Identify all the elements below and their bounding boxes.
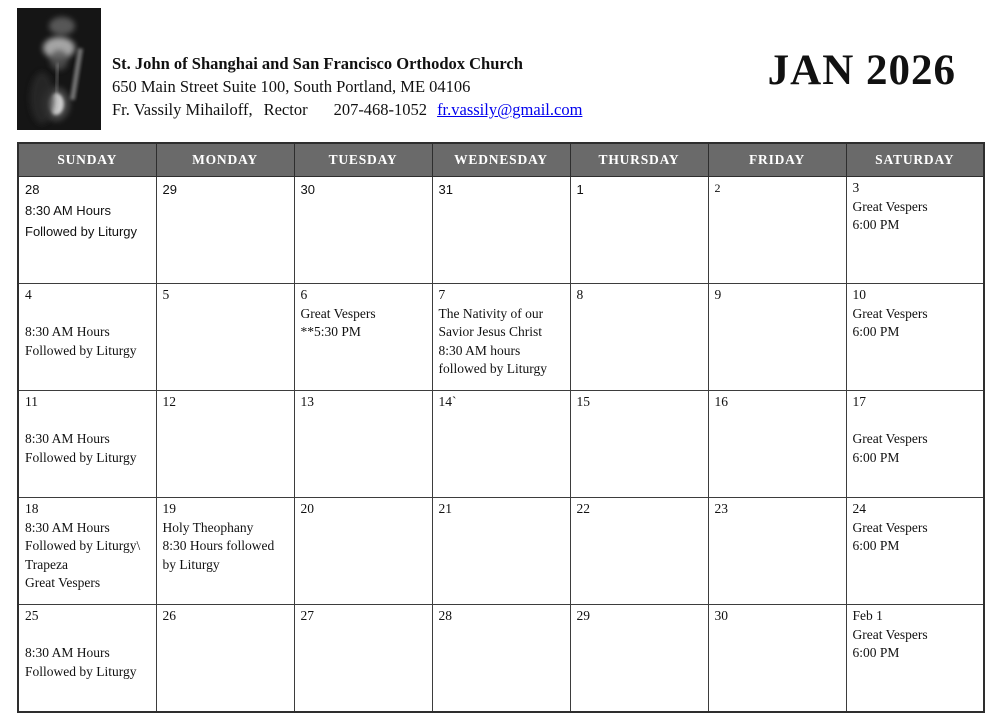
calendar-cell-6	[294, 284, 432, 391]
calendar-cell-20	[294, 498, 432, 605]
cell-event-line: Followed by Liturgy	[25, 342, 137, 358]
cell-event-line: 6:00 PM	[852, 645, 900, 660]
cell-date-number: 14`	[438, 394, 457, 409]
calendar-cell-27	[294, 605, 432, 713]
calendar-cell-14-	[432, 391, 570, 498]
cell-event-line: Followed by Liturgy	[25, 224, 137, 239]
month-title: JAN 2026	[767, 47, 956, 94]
cell-event-line: Followed by Liturgy\	[25, 538, 141, 553]
cell-date-number: 20	[300, 501, 314, 516]
cell-event-line: Trapeza	[25, 556, 68, 572]
calendar-cell-4	[18, 284, 156, 391]
calendar-cell-24	[846, 498, 984, 605]
calendar-cell-feb-1	[846, 605, 984, 713]
cell-event-line: **5:30 PM	[300, 324, 361, 339]
calendar-week-row	[18, 177, 984, 284]
cell-date-number: 18	[25, 501, 39, 516]
calendar-week-row	[18, 391, 984, 498]
cell-event-line: 6:00 PM	[852, 538, 900, 553]
cell-event-line	[25, 305, 152, 324]
cell-event-line: Savior Jesus Christ	[438, 324, 543, 339]
cell-event-line: 8:30 AM Hours	[25, 645, 110, 660]
cell-event-line: Great Vespers	[852, 431, 928, 446]
cell-date-number: 1	[576, 182, 584, 197]
church-info-block	[112, 52, 582, 121]
cell-event-line: 6:00 PM	[852, 217, 900, 232]
calendar-week-row	[18, 284, 984, 391]
weekday-header-sunday: SUNDAY	[18, 143, 156, 177]
cell-event-line: by Liturgy	[162, 556, 220, 572]
calendar-cell-30	[294, 177, 432, 284]
calendar-cell-28	[432, 605, 570, 713]
cell-date-number: Feb 1	[852, 608, 883, 623]
weekday-header-tuesday: TUESDAY	[294, 143, 432, 177]
cell-event-line: 8:30 AM Hours	[25, 203, 111, 218]
weekday-header-saturday: SATURDAY	[846, 143, 984, 177]
calendar-cell-16	[708, 391, 846, 498]
cell-date-number: 25	[25, 608, 39, 623]
calendar-cell-25	[18, 605, 156, 713]
rector-title: Rector	[263, 100, 308, 119]
calendar-weekday-header-row	[18, 143, 984, 177]
calendar-cell-19	[156, 498, 294, 605]
calendar-cell-11	[18, 391, 156, 498]
cell-date-number: 10	[852, 287, 866, 302]
rector-name: Fr. Vassily Mihailoff,	[112, 100, 253, 119]
calendar-cell-17	[846, 391, 984, 498]
calendar-cell-21	[432, 498, 570, 605]
cell-date-number: 21	[438, 501, 452, 516]
cell-date-number: 4	[25, 287, 32, 302]
cell-event-line: Great Vespers	[25, 575, 101, 590]
cell-event-line	[25, 626, 152, 645]
calendar-cell-29	[156, 177, 294, 284]
cell-date-number: 12	[162, 394, 176, 409]
calendar-cell-13	[294, 391, 432, 498]
calendar-cell-26	[156, 605, 294, 713]
cell-event-line: Holy Theophany	[162, 519, 254, 535]
calendar-cell-30	[708, 605, 846, 713]
cell-event-line: Great Vespers	[852, 198, 928, 214]
calendar-cell-23	[708, 498, 846, 605]
cell-event-line: 8:30 AM Hours	[25, 431, 110, 446]
cell-event-line: Great Vespers	[852, 626, 928, 642]
cell-event-line: 6:00 PM	[852, 324, 900, 339]
cell-date-number: 2	[714, 181, 721, 195]
calendar-cell-31	[432, 177, 570, 284]
cell-date-number: 19	[162, 501, 176, 516]
rector-email-link[interactable]: fr.vassily@gmail.com	[437, 100, 583, 119]
weekday-header-friday: FRIDAY	[708, 143, 846, 177]
cell-date-number: 6	[300, 287, 308, 302]
saint-portrait-image	[17, 8, 101, 130]
weekday-header-wednesday: WEDNESDAY	[432, 143, 570, 177]
cell-date-number: 3	[852, 180, 860, 195]
calendar-cell-7	[432, 284, 570, 391]
weekday-header-monday: MONDAY	[156, 143, 294, 177]
calendar-cell-29	[570, 605, 708, 713]
cell-date-number: 7	[438, 287, 446, 302]
cell-event-line: Followed by Liturgy	[25, 449, 137, 465]
cell-event-line: The Nativity of our	[438, 305, 544, 321]
calendar-week-row	[18, 498, 984, 605]
calendar-cell-9	[708, 284, 846, 391]
cell-event-line	[853, 412, 980, 431]
church-name: St. John of Shanghai and San Francisco Orthodox Church	[112, 54, 523, 73]
calendar-cell-1	[570, 177, 708, 284]
cell-date-number: 30	[714, 608, 728, 623]
cell-event-line: Great Vespers	[852, 305, 928, 321]
calendar-cell-22	[570, 498, 708, 605]
calendar-cell-8	[570, 284, 708, 391]
cell-date-number: 26	[162, 608, 176, 623]
weekday-header-thursday: THURSDAY	[570, 143, 708, 177]
cell-date-number: 8	[576, 287, 584, 302]
cell-date-number: 30	[300, 182, 315, 197]
cell-event-line: 8:30 Hours followed	[162, 538, 275, 553]
cell-date-number: 28	[438, 608, 452, 623]
cell-date-number: 24	[852, 501, 866, 516]
cell-date-number: 29	[576, 608, 590, 623]
cell-event-line: Great Vespers	[852, 519, 928, 535]
rector-phone: 207-468-1052	[333, 100, 428, 119]
cell-date-number: 16	[714, 394, 728, 409]
calendar-table	[17, 142, 985, 713]
cell-event-line: 6:00 PM	[852, 449, 900, 465]
cell-date-number: 17	[852, 394, 866, 409]
cell-date-number: 28	[25, 182, 40, 197]
cell-date-number: 11	[25, 394, 38, 409]
cell-date-number: 29	[162, 182, 177, 197]
cell-event-line: 8:30 AM Hours	[25, 519, 110, 535]
saint-portrait-photo	[17, 8, 101, 130]
cell-event-line: followed by Liturgy	[438, 361, 547, 376]
church-address: 650 Main Street Suite 100, South Portland, ME 04106	[112, 77, 471, 96]
cell-event-line: 8:30 AM hours	[438, 342, 521, 358]
calendar-week-row	[18, 605, 984, 713]
cell-date-number: 5	[162, 287, 170, 302]
calendar-cell-15	[570, 391, 708, 498]
calendar-cell-5	[156, 284, 294, 391]
cell-date-number: 27	[300, 608, 314, 623]
cell-date-number: 23	[714, 501, 728, 516]
calendar-cell-18	[18, 498, 156, 605]
calendar-cell-2	[708, 177, 846, 284]
cell-date-number: 9	[714, 287, 722, 302]
calendar-cell-3	[846, 177, 984, 284]
cell-event-line: 8:30 AM Hours	[25, 324, 110, 339]
cell-date-number: 15	[576, 394, 590, 409]
cell-event-line	[25, 412, 152, 431]
cell-event-line: Followed by Liturgy	[25, 663, 137, 679]
cell-event-line: Great Vespers	[300, 305, 376, 321]
calendar-cell-10	[846, 284, 984, 391]
calendar-cell-12	[156, 391, 294, 498]
rector-contact-line	[112, 98, 582, 121]
calendar-cell-28	[18, 177, 156, 284]
cell-date-number: 13	[300, 394, 314, 409]
cell-date-number: 31	[438, 182, 453, 197]
cell-date-number: 22	[576, 501, 590, 516]
